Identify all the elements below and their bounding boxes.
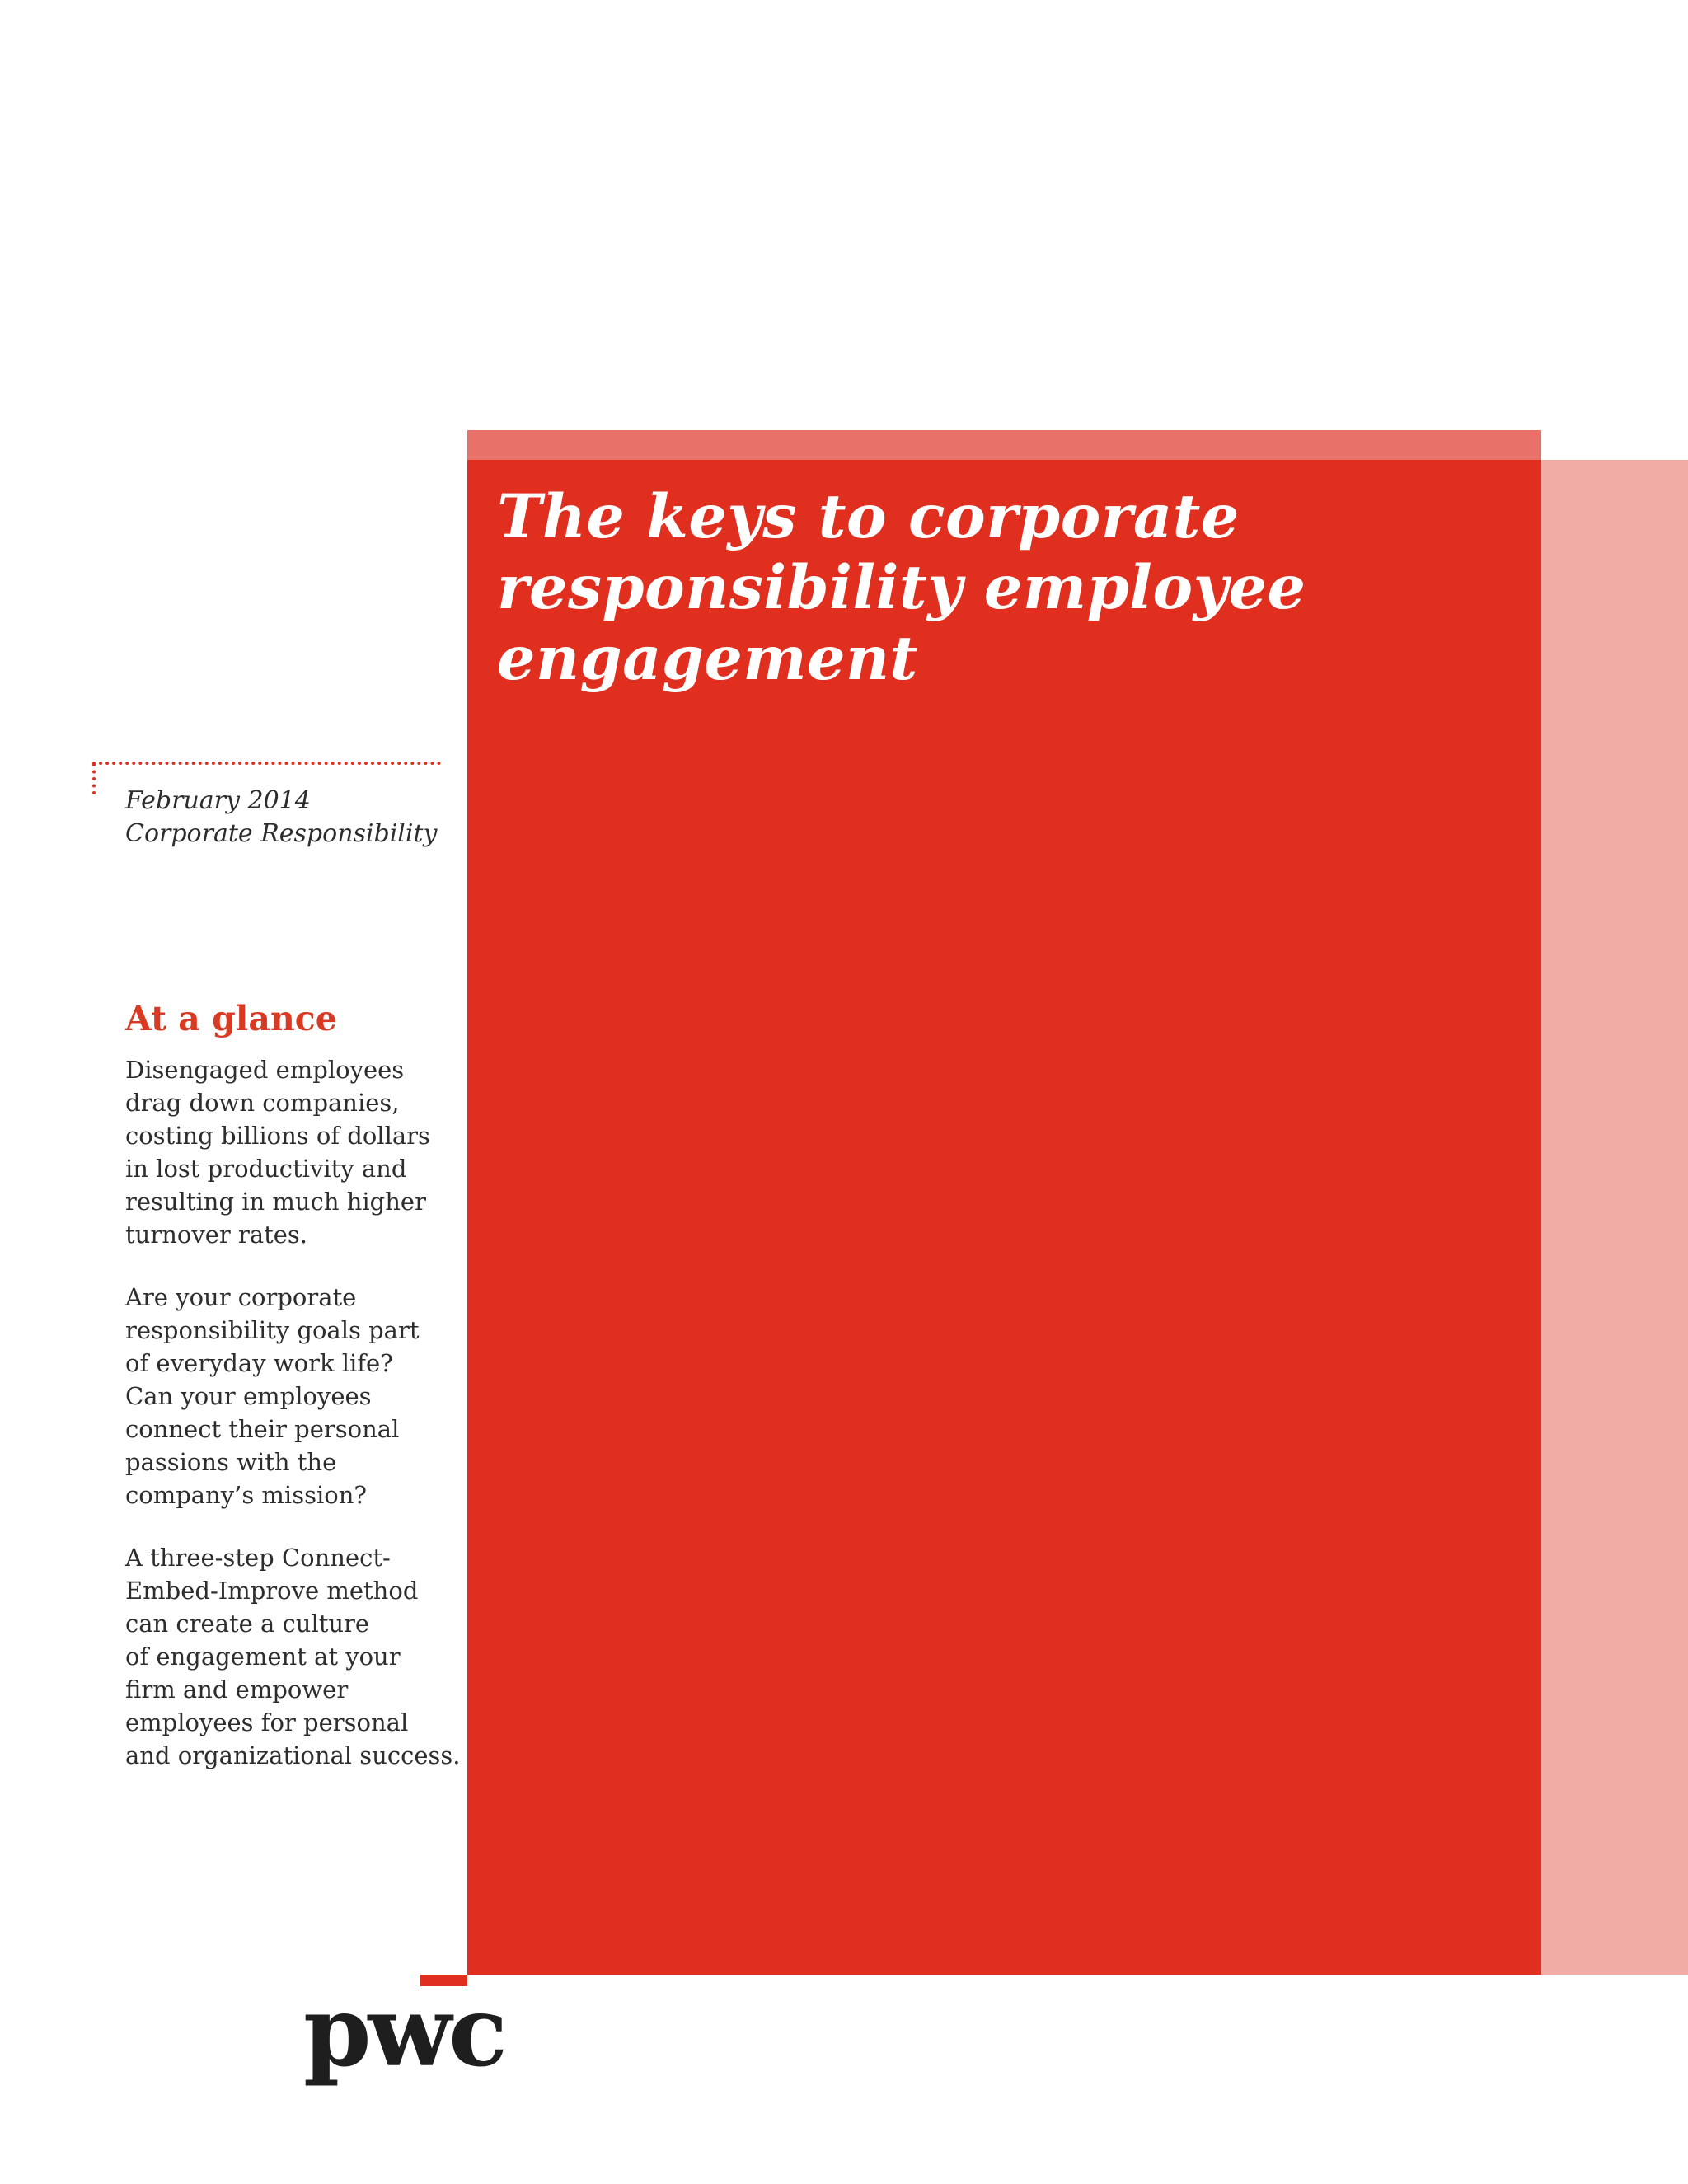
glance-line: connect their personal — [125, 1415, 400, 1443]
dotted-divider-horizontal — [92, 762, 441, 765]
glance-line: employees for personal — [125, 1708, 409, 1736]
glance-line: in lost productivity and — [125, 1155, 407, 1183]
glance-line: of engagement at your — [125, 1643, 401, 1671]
glance-line: turnover rates. — [125, 1221, 308, 1249]
title-line: The keys to corporate — [497, 481, 1240, 552]
at-a-glance-body — [125, 1053, 471, 1802]
glance-line: firm and empower — [125, 1675, 349, 1704]
glance-line: Can your employees — [125, 1382, 372, 1410]
document-meta — [125, 785, 438, 851]
glance-line: company’s mission? — [125, 1481, 367, 1509]
glance-line: and organizational success. — [125, 1741, 461, 1769]
title-panel-top-strip — [467, 430, 1541, 460]
glance-paragraph — [125, 1541, 471, 1772]
title-line: engagement — [497, 623, 918, 694]
glance-line: Embed-Improve method — [125, 1577, 419, 1605]
glance-line: of everyday work life? — [125, 1349, 393, 1377]
glance-paragraph — [125, 1053, 471, 1251]
pink-side-band — [1541, 460, 1688, 1975]
title-panel — [467, 430, 1541, 1975]
document-title — [497, 481, 1503, 694]
glance-line: responsibility goals part — [125, 1316, 420, 1344]
glance-line: Disengaged employees — [125, 1056, 405, 1084]
glance-line: A three-step Connect- — [125, 1544, 391, 1572]
glance-line: passions with the — [125, 1448, 337, 1476]
pwc-logo: pwc — [303, 1974, 504, 2088]
at-a-glance-heading: At a glance — [125, 999, 337, 1038]
glance-paragraph — [125, 1281, 471, 1511]
document-category: Corporate Responsibility — [125, 819, 438, 848]
glance-line: drag down companies, — [125, 1089, 400, 1117]
glance-line: resulting in much higher — [125, 1188, 426, 1216]
glance-line: costing billions of dollars — [125, 1122, 430, 1150]
dotted-divider-vertical — [92, 763, 96, 794]
title-line: responsibility employee — [497, 552, 1306, 623]
document-date: February 2014 — [125, 786, 311, 815]
glance-line: Are your corporate — [125, 1283, 357, 1311]
glance-line: can create a culture — [125, 1610, 370, 1638]
